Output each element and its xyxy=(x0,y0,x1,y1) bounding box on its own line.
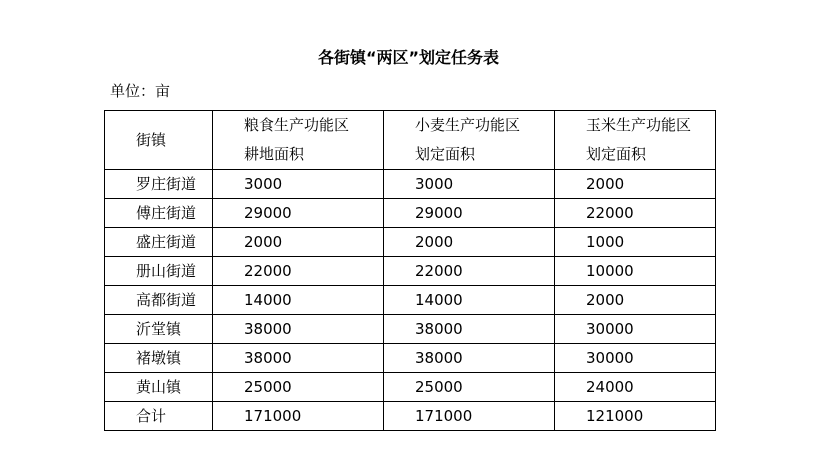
grain-area-cell: 38000 xyxy=(213,315,384,344)
header-town-label: 街镇 xyxy=(136,130,167,149)
corn-area-cell: 2000 xyxy=(555,286,716,315)
header-cell-corn xyxy=(555,111,716,170)
table-row xyxy=(105,286,716,315)
corn-area-cell: 2000 xyxy=(555,170,716,199)
grain-area-cell: 29000 xyxy=(213,199,384,228)
wheat-area-cell: 29000 xyxy=(384,199,555,228)
town-cell: 册山街道 xyxy=(105,257,213,286)
table-row xyxy=(105,373,716,402)
corn-area-cell: 22000 xyxy=(555,199,716,228)
wheat-area-cell: 3000 xyxy=(384,170,555,199)
wheat-area-cell: 38000 xyxy=(384,315,555,344)
header-corn-line2: 划定面积 xyxy=(586,145,647,163)
town-cell: 盛庄街道 xyxy=(105,228,213,257)
corn-area-cell: 30000 xyxy=(555,344,716,373)
town-cell: 合计 xyxy=(105,402,213,431)
town-cell: 黄山镇 xyxy=(105,373,213,402)
header-cell-wheat xyxy=(384,111,555,170)
corn-area-cell: 121000 xyxy=(555,402,716,431)
task-table xyxy=(104,110,716,431)
grain-area-cell: 14000 xyxy=(213,286,384,315)
town-cell: 褚墩镇 xyxy=(105,344,213,373)
header-cell-town xyxy=(105,111,213,170)
grain-area-cell: 3000 xyxy=(213,170,384,199)
wheat-area-cell: 14000 xyxy=(384,286,555,315)
grain-area-cell: 38000 xyxy=(213,344,384,373)
wheat-area-cell: 171000 xyxy=(384,402,555,431)
corn-area-cell: 1000 xyxy=(555,228,716,257)
town-cell: 高都街道 xyxy=(105,286,213,315)
unit-label: 单位：亩 xyxy=(110,82,171,100)
header-cell-grain xyxy=(213,111,384,170)
table-header-row xyxy=(105,111,716,170)
corn-area-cell: 24000 xyxy=(555,373,716,402)
table-row xyxy=(105,402,716,431)
town-cell: 罗庄街道 xyxy=(105,170,213,199)
grain-area-cell: 22000 xyxy=(213,257,384,286)
table-row xyxy=(105,228,716,257)
town-cell: 傅庄街道 xyxy=(105,199,213,228)
wheat-area-cell: 22000 xyxy=(384,257,555,286)
header-grain-line1: 粮食生产功能区 xyxy=(244,116,350,134)
table-row xyxy=(105,199,716,228)
grain-area-cell: 25000 xyxy=(213,373,384,402)
document-title: 各街镇“两区”划定任务表 xyxy=(317,48,500,67)
table-row xyxy=(105,170,716,199)
grain-area-cell: 2000 xyxy=(213,228,384,257)
header-wheat-line2: 划定面积 xyxy=(415,145,476,163)
table-row xyxy=(105,257,716,286)
wheat-area-cell: 38000 xyxy=(384,344,555,373)
corn-area-cell: 30000 xyxy=(555,315,716,344)
wheat-area-cell: 2000 xyxy=(384,228,555,257)
table-body xyxy=(105,111,716,431)
wheat-area-cell: 25000 xyxy=(384,373,555,402)
header-wheat-line1: 小麦生产功能区 xyxy=(415,116,521,134)
corn-area-cell: 10000 xyxy=(555,257,716,286)
header-grain-line2: 耕地面积 xyxy=(244,145,305,163)
header-corn-line1: 玉米生产功能区 xyxy=(586,116,692,134)
grain-area-cell: 171000 xyxy=(213,402,384,431)
table-row xyxy=(105,344,716,373)
town-cell: 沂堂镇 xyxy=(105,315,213,344)
table-row xyxy=(105,315,716,344)
